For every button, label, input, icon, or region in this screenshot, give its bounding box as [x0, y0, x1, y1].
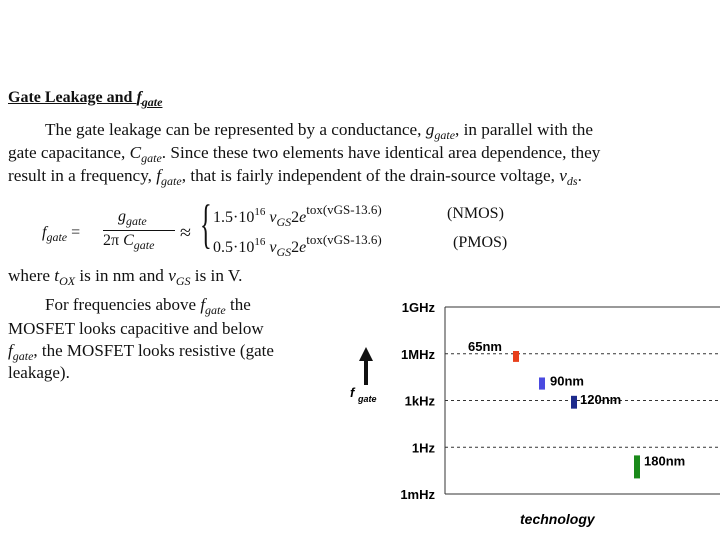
approx-symbol: ≈ — [180, 222, 191, 244]
where-line: where $t_{OX}$ is in nm and $v_{GS}$ is in V. — [8, 266, 243, 288]
bar-label-180nm: 180nm — [644, 453, 686, 469]
bar-label-120nm: 120nm — [580, 391, 622, 407]
arrow-head-icon — [359, 347, 373, 361]
intro-line-1: The gate leakage can be represented by a conductance, $g_{gate}$, in parallel with the — [45, 120, 593, 142]
y-label-sub: gate — [358, 394, 377, 404]
para2-line-1: For frequencies above $f_{gate}$ the — [45, 295, 251, 317]
para2-line-3: $f_{gate}$, the MOSFET looks resistive (gate — [8, 341, 274, 363]
y-tick-label: 1kHz — [404, 393, 435, 409]
x-axis-label: technology — [520, 511, 595, 527]
pmos-label: (PMOS) — [453, 234, 508, 251]
y-tick-label: 1MHz — [401, 346, 435, 362]
fraction-line — [103, 230, 175, 231]
bar-120nm — [571, 396, 577, 409]
equation-denominator: 2π $C_{gate}$ — [103, 232, 155, 252]
bar-label-65nm: 65nm — [468, 339, 502, 355]
para2-line-4: leakage). — [8, 363, 70, 382]
y-tick-label: 1mHz — [400, 487, 435, 502]
para2-line-2: MOSFET looks capacitive and below — [8, 319, 264, 338]
bar-90nm — [539, 377, 545, 389]
y-tick-label: 1Hz — [411, 440, 435, 456]
intro-line-3: result in a frequency, $f_{gate}$, that is fairly independent of the drain-source voltage, $v_{ds}$. — [8, 166, 582, 188]
y-tick-label: 1GHz — [401, 300, 435, 315]
intro-line-2: gate capacitance, $C_{gate}$. Since these two elements have identical area dependence, they — [8, 143, 601, 165]
nmos-label: (NMOS) — [447, 205, 504, 222]
bar-65nm — [513, 351, 519, 362]
y-tick-labels — [400, 300, 435, 502]
pmos-expression: $0.5\cdot 10^{16}$ $v_{GS}2e^{tox(vGS-13.6)}$ — [213, 232, 382, 259]
bar-label-90nm: 90nm — [550, 373, 584, 389]
fgate-technology-chart — [340, 285, 720, 535]
y-label-text: f — [350, 385, 355, 400]
bar-180nm — [634, 455, 640, 478]
page-title: Gate Leakage and $f_{gate}$ — [8, 89, 163, 109]
equation-lhs: $f_{gate}$ = — [42, 224, 81, 244]
title-symbol: f — [136, 89, 142, 106]
nmos-expression: $1.5\cdot 10^{16}$ $v_{GS}2e^{tox(vGS-13.6)}$ — [213, 202, 382, 229]
equation-numerator: $g_{gate}$ — [118, 208, 147, 228]
left-brace: { — [200, 194, 212, 254]
y-axis-label — [350, 347, 377, 404]
bars — [513, 351, 640, 478]
